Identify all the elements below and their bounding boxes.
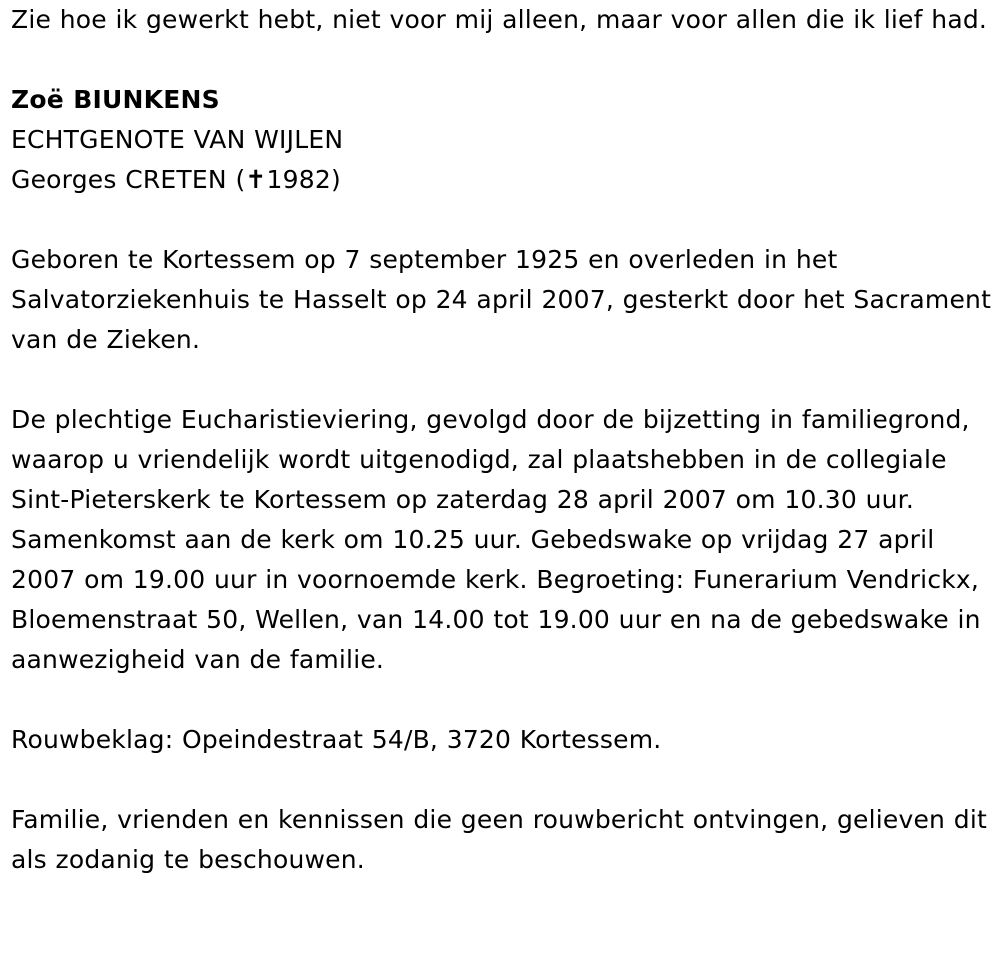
spacer bbox=[11, 680, 993, 720]
spouse-text: Georges CRETEN (✝1982) bbox=[11, 165, 341, 194]
condolence-address: Rouwbeklag: Opeindestraat 54/B, 3720 Kortessem. bbox=[11, 725, 662, 754]
ceremony-paragraph: De plechtige Eucharistieviering, gevolgd door de bijzetting in familiegrond, waarop u vriendelijk wordt uitgenodigd, zal plaatshebben in de collegiale Sint-Pieterskerk te Kortessem op zaterdag 28 april 2007 om 10.30 uur. Samenkomst aan de kerk om 10.25 uur. Gebedswake op vrijdag 27 april 2007 om 19.00 uur in voornoemde kerk. Begroeting: Funerarium Vendrickx, Bloemenstraat 50, Wellen, van 14.00 tot 19.00 uur en na de gebedswake in aanwezigheid van de familie. bbox=[11, 405, 981, 674]
motto-text: Zie hoe ik gewerkt hebt, niet voor mij alleen, maar voor allen die ik lief had. bbox=[11, 5, 988, 34]
spacer bbox=[11, 360, 993, 400]
deceased-name: Zoë BIUNKENS bbox=[11, 85, 220, 114]
relation-text: ECHTGENOTE VAN WIJLEN bbox=[11, 125, 344, 154]
birth-death-paragraph: Geboren te Kortessem op 7 september 1925 en overleden in het Salvatorziekenhuis te Hasselt op 24 april 2007, gesterkt door het Sacrament van de Zieken. bbox=[11, 245, 992, 354]
spacer bbox=[11, 40, 993, 80]
obituary-notice bbox=[11, 0, 993, 880]
spacer bbox=[11, 200, 993, 240]
spacer bbox=[11, 760, 993, 800]
closing-note: Familie, vrienden en kennissen die geen rouwbericht ontvingen, gelieven dit als zodanig te beschouwen. bbox=[11, 805, 987, 874]
